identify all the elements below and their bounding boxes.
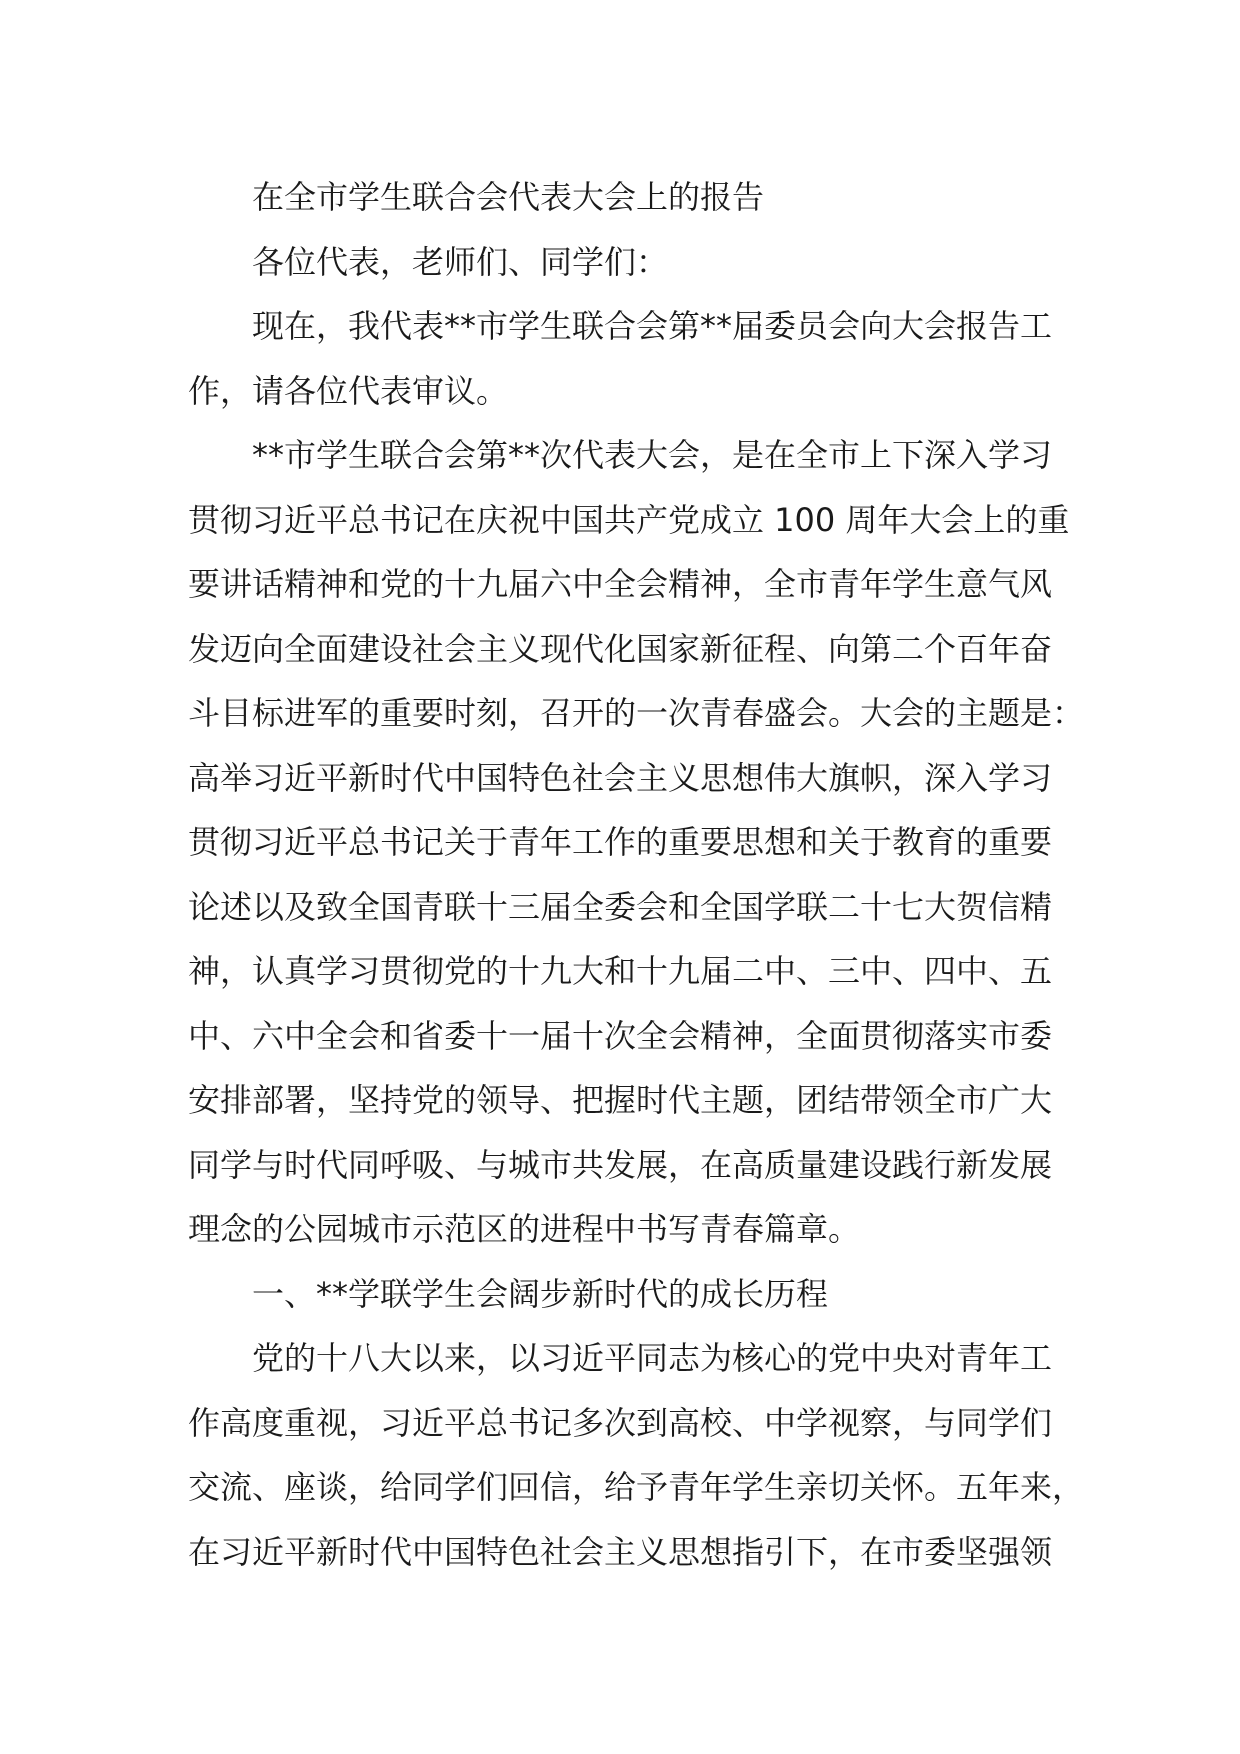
paragraph-line: **市学生联合会第**次代表大会，是在全市上下深入学习: [252, 436, 1053, 474]
paragraph-line: 中、六中全会和省委十一届十次全会精神，全面贯彻落实市委: [188, 1016, 1053, 1055]
paragraph-line: 现在，我代表**市学生联合会第**届委员会向大会报告工: [252, 307, 1053, 345]
paragraph-line: 作，请各位代表审议。: [188, 371, 509, 410]
salutation: 各位代表，老师们、同学们：: [252, 242, 669, 281]
paragraph-line: 党的十八大以来，以习近平同志为核心的党中央对青年工: [252, 1339, 1053, 1377]
paragraph-line: 安排部署，坚持党的领导、把握时代主题，团结带领全市广大: [188, 1081, 1053, 1119]
paragraph-1: [188, 294, 1052, 423]
paragraph-line: 理念的公园城市示范区的进程中书写青春篇章。: [188, 1210, 861, 1248]
paragraph-line: 交流、座谈，给同学们回信，给予青年学生亲切关怀。五年来，: [188, 1468, 1085, 1506]
document-body: [188, 165, 1085, 1584]
paragraph-3: [188, 1326, 1085, 1584]
paragraph-line: 同学与时代同呼吸、与城市共发展，在高质量建设践行新发展: [188, 1145, 1053, 1184]
paragraph-line: 在习近平新时代中国特色社会主义思想指引下，在市委坚强领: [188, 1532, 1053, 1571]
paragraph-line: 贯彻习近平总书记在庆祝中国共产党成立 100 周年大会上的重: [188, 500, 1070, 539]
document-title: 在全市学生联合会代表大会上的报告: [252, 178, 765, 216]
paragraph-line: 发迈向全面建设社会主义现代化国家新征程、向第二个百年奋: [188, 629, 1053, 668]
paragraph-line: 高举习近平新时代中国特色社会主义思想伟大旗帜，深入学习: [188, 758, 1053, 797]
paragraph-line: 贯彻习近平总书记关于青年工作的重要思想和关于教育的重要: [188, 823, 1053, 861]
paragraph-line: 斗目标进军的重要时刻，召开的一次青春盛会。大会的主题是：: [188, 694, 1085, 732]
paragraph-line: 作高度重视，习近平总书记多次到高校、中学视察，与同学们: [188, 1403, 1053, 1442]
paragraph-2: [188, 423, 1085, 1262]
section-heading-text: 一、**学联学生会阔步新时代的成长历程: [252, 1274, 829, 1313]
paragraph-line: 要讲话精神和党的十九届六中全会精神，全市青年学生意气风: [188, 565, 1053, 603]
section-heading: [188, 1262, 1052, 1327]
paragraph-line: 论述以及致全国青联十三届全委会和全国学联二十七大贺信精: [188, 887, 1053, 926]
paragraph-line: 神，认真学习贯彻党的十九大和十九届二中、三中、四中、五: [188, 952, 1053, 990]
